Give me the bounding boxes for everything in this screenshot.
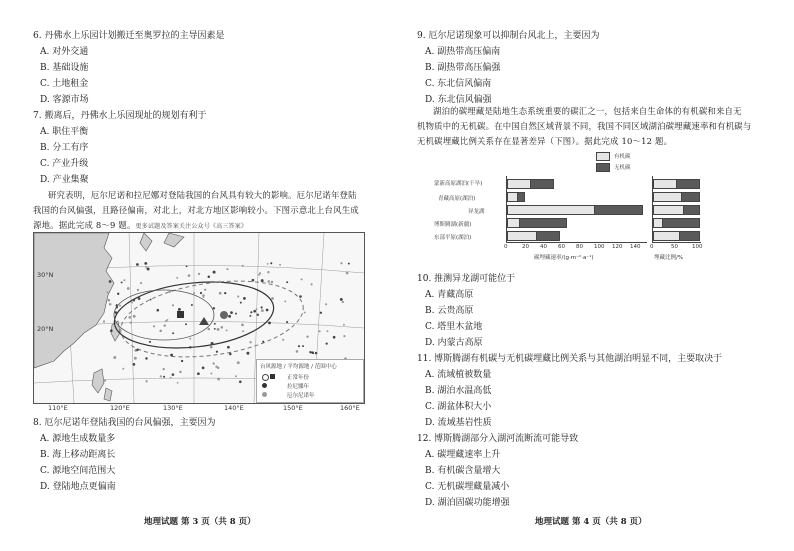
source-point bbox=[286, 281, 288, 283]
center-circle bbox=[220, 311, 228, 319]
source-point bbox=[266, 309, 269, 312]
q12-option-c: C. 无机碳埋藏量减小 bbox=[425, 482, 510, 492]
japan bbox=[164, 233, 184, 247]
source-point bbox=[270, 262, 272, 264]
source-point bbox=[140, 282, 142, 284]
source-point bbox=[115, 311, 118, 314]
source-point bbox=[320, 312, 322, 314]
source-point bbox=[253, 310, 256, 313]
source-point bbox=[214, 328, 216, 330]
source-point bbox=[172, 304, 174, 306]
ratio-axis-label: 埋藏比例/% bbox=[654, 255, 684, 261]
bar-3-inorganic bbox=[594, 205, 643, 215]
source-point bbox=[131, 301, 133, 303]
source-point bbox=[343, 335, 345, 337]
source-point bbox=[319, 330, 321, 332]
q8-option-d: D. 登陆地点更偏南 bbox=[40, 482, 116, 492]
source-point bbox=[193, 292, 195, 294]
source-point bbox=[121, 281, 123, 283]
q11-option-d: D. 流域基岩性质 bbox=[425, 418, 492, 428]
source-point bbox=[176, 277, 178, 279]
source-point bbox=[268, 321, 271, 324]
source-point bbox=[220, 326, 223, 329]
source-point bbox=[249, 315, 251, 317]
row-label-2: 青藏高原(湖泊) bbox=[438, 196, 476, 202]
source-point bbox=[286, 321, 288, 323]
source-point bbox=[228, 315, 231, 318]
mainland bbox=[34, 233, 114, 368]
rate-tick-140: 140 bbox=[630, 244, 641, 250]
right-page bbox=[397, 0, 794, 551]
intro-watermark: 更多试题及答案关注公众号《高三答案》 bbox=[135, 223, 248, 230]
q12-option-a: A. 碳埋藏速率上升 bbox=[425, 450, 501, 460]
source-point bbox=[213, 362, 215, 364]
typhoon-source-map bbox=[33, 232, 365, 404]
source-point bbox=[109, 303, 112, 306]
q9-option-b: B. 副热带高压偏强 bbox=[425, 63, 501, 73]
rate-tick-60: 60 bbox=[558, 244, 565, 250]
source-point bbox=[130, 321, 132, 323]
legend-organic-swatch bbox=[596, 152, 610, 161]
source-point bbox=[191, 304, 193, 306]
source-point bbox=[262, 341, 264, 343]
source-point bbox=[340, 262, 342, 264]
source-point bbox=[326, 342, 328, 344]
source-point bbox=[267, 280, 270, 283]
q9-option-a: A. 副热带高压偏南 bbox=[425, 47, 501, 57]
q6-stem: 6. 丹佛水上乐园计划搬迁至奥罗拉的主导因素是 bbox=[33, 31, 225, 41]
lon-label-130: 130°E bbox=[163, 404, 183, 412]
q9-option-d: D. 东北信风偏强 bbox=[425, 95, 492, 105]
source-point bbox=[243, 297, 246, 300]
q10-stem: 10. 推测异龙湖可能位于 bbox=[417, 274, 516, 284]
left-footer: 地理试题 第 3 页（共 8 页） bbox=[144, 517, 256, 527]
q6-option-c: C. 土地租金 bbox=[40, 79, 89, 89]
legend-circle-icon bbox=[262, 374, 269, 381]
bar-1-organic bbox=[507, 179, 531, 189]
source-point bbox=[235, 313, 237, 315]
source-point bbox=[113, 356, 116, 359]
lon-label-110: 110°E bbox=[48, 404, 68, 412]
source-point bbox=[325, 303, 327, 305]
philippines bbox=[92, 369, 104, 393]
map-legend bbox=[256, 359, 364, 403]
source-point bbox=[181, 360, 183, 362]
rate-tick-80: 80 bbox=[576, 244, 583, 250]
q7-option-a: A. 职住平衡 bbox=[40, 127, 89, 137]
source-point bbox=[137, 289, 139, 291]
source-point bbox=[136, 263, 139, 266]
lon-label-150: 150°E bbox=[283, 404, 303, 412]
source-point bbox=[123, 279, 125, 281]
source-point bbox=[217, 378, 220, 381]
source-point bbox=[250, 311, 252, 313]
source-point bbox=[150, 299, 152, 301]
source-point bbox=[204, 289, 206, 291]
source-point bbox=[172, 332, 174, 334]
source-point bbox=[133, 299, 135, 301]
source-point bbox=[310, 283, 312, 285]
range-ellipse-elnino bbox=[116, 271, 308, 368]
source-point bbox=[172, 373, 175, 376]
source-point bbox=[145, 267, 147, 269]
lon-label-140: 140°E bbox=[224, 404, 244, 412]
rate-tick-100: 100 bbox=[594, 244, 605, 250]
legend-organic-label: 有机碳 bbox=[614, 154, 631, 160]
source-point bbox=[241, 324, 244, 327]
source-point bbox=[133, 315, 136, 318]
source-point bbox=[213, 307, 215, 309]
source-point bbox=[242, 330, 244, 332]
source-point bbox=[145, 357, 147, 359]
source-point bbox=[156, 309, 159, 312]
source-point bbox=[200, 292, 202, 294]
source-point bbox=[242, 265, 244, 267]
source-point bbox=[197, 372, 200, 375]
source-point bbox=[116, 304, 118, 306]
q7-option-c: C. 产业升级 bbox=[40, 159, 89, 169]
legend-item-1: 正常年份 bbox=[287, 375, 310, 381]
bar-1-inorganic bbox=[530, 179, 554, 189]
rate-tick-20: 20 bbox=[522, 244, 529, 250]
q8-stem: 8. 厄尔尼诺年登陆我国的台风偏强，主要因为 bbox=[33, 418, 216, 428]
source-point bbox=[153, 325, 155, 327]
source-point bbox=[109, 280, 112, 283]
legend-item-2: 拉尼娜年 bbox=[287, 384, 310, 390]
q11-option-c: C. 湖盆体积大小 bbox=[425, 402, 492, 412]
source-point bbox=[237, 361, 240, 364]
lon-label-160: 160°E bbox=[340, 404, 360, 412]
legend-dot-icon bbox=[262, 383, 267, 388]
source-point bbox=[160, 375, 162, 377]
source-point bbox=[311, 351, 314, 354]
source-point bbox=[261, 306, 263, 308]
q7-option-b: B. 分工有序 bbox=[40, 143, 89, 153]
rate-tick-120: 120 bbox=[612, 244, 623, 250]
source-point bbox=[346, 272, 349, 275]
source-point bbox=[210, 346, 213, 349]
source-point bbox=[217, 328, 220, 331]
q7-option-d: D. 产业集聚 bbox=[40, 175, 89, 185]
source-point bbox=[298, 345, 300, 347]
source-point bbox=[226, 268, 228, 270]
source-point bbox=[249, 341, 251, 343]
q10-option-d: D. 内蒙古高原 bbox=[425, 338, 483, 348]
source-point bbox=[342, 301, 344, 303]
source-point bbox=[177, 382, 179, 384]
source-point bbox=[159, 330, 162, 333]
intro-line-2: 我国的台风偏强，且路径偏南，对北上，对北方地区影响较小。下图示意北上台风生成 bbox=[33, 205, 359, 215]
source-point bbox=[165, 320, 167, 322]
q8-option-b: B. 海上移动距离长 bbox=[40, 450, 116, 460]
source-point bbox=[186, 265, 188, 267]
right-footer: 地理试题 第 4 页（共 8 页） bbox=[535, 517, 647, 527]
source-point bbox=[237, 295, 239, 297]
source-point bbox=[315, 352, 317, 354]
source-point bbox=[128, 316, 131, 319]
source-point bbox=[106, 291, 108, 293]
source-point bbox=[219, 281, 221, 283]
bar-3-organic bbox=[507, 205, 595, 215]
source-point bbox=[216, 351, 218, 353]
row-label-4: 博斯腾湖(新疆) bbox=[434, 222, 472, 228]
bar-5-organic bbox=[507, 231, 537, 241]
source-point bbox=[333, 336, 336, 339]
source-point bbox=[189, 346, 191, 348]
source-point bbox=[169, 290, 172, 293]
source-point bbox=[257, 314, 259, 316]
rate-axis-label: 碳埋藏速率/(g·m⁻²·a⁻¹) bbox=[534, 255, 594, 261]
source-point bbox=[309, 351, 311, 353]
source-point bbox=[108, 299, 111, 302]
bar-5-inorganic bbox=[536, 231, 560, 241]
source-point bbox=[230, 311, 233, 314]
source-point bbox=[271, 281, 273, 283]
row-label-3: 异龙湖 bbox=[468, 209, 485, 215]
source-point bbox=[296, 350, 299, 353]
source-point bbox=[226, 329, 228, 331]
source-point bbox=[179, 371, 182, 374]
source-point bbox=[279, 264, 281, 266]
q11-option-b: B. 湖泊水温高低 bbox=[425, 386, 492, 396]
source-point bbox=[145, 380, 147, 382]
source-point bbox=[256, 308, 258, 310]
source-point bbox=[104, 379, 107, 382]
q10-option-b: B. 云贵高原 bbox=[425, 306, 474, 316]
source-point bbox=[103, 320, 105, 322]
source-point bbox=[185, 323, 187, 325]
source-point bbox=[229, 353, 232, 356]
korea bbox=[140, 233, 152, 251]
source-point bbox=[340, 298, 343, 301]
source-point bbox=[116, 306, 118, 308]
source-point bbox=[163, 324, 165, 326]
legend-square-icon bbox=[270, 374, 275, 379]
source-point bbox=[149, 341, 151, 343]
source-point bbox=[208, 328, 211, 331]
q10-option-c: C. 塔里木盆地 bbox=[425, 322, 483, 332]
intro-line-1: 研究表明，厄尔尼诺和拉尼娜对登陆我国的台风具有较大的影响。厄尔尼诺年登陆 bbox=[48, 190, 357, 200]
ratio-tick-0: 0 bbox=[650, 244, 654, 250]
source-point bbox=[227, 346, 230, 349]
source-point bbox=[202, 294, 205, 297]
ratio-panel bbox=[652, 176, 701, 243]
ratio-tick-100: 100 bbox=[692, 244, 703, 250]
source-point bbox=[239, 381, 242, 384]
bar-4-inorganic bbox=[519, 218, 567, 228]
source-point bbox=[134, 357, 137, 360]
legend-dot-gray-icon bbox=[262, 392, 267, 397]
source-point bbox=[147, 268, 150, 271]
source-point bbox=[122, 368, 124, 370]
source-point bbox=[327, 330, 329, 332]
q8-option-c: C. 源地空间范围大 bbox=[40, 466, 116, 476]
rate-tick-40: 40 bbox=[540, 244, 547, 250]
ratio-tick-50: 50 bbox=[671, 244, 678, 250]
source-point bbox=[258, 274, 260, 276]
source-point bbox=[267, 271, 269, 273]
source-point bbox=[224, 292, 226, 294]
source-point bbox=[261, 279, 264, 282]
source-point bbox=[119, 305, 121, 307]
source-point bbox=[163, 376, 165, 378]
row-label-5: 东部平原(湖泊) bbox=[434, 235, 472, 241]
center-triangle bbox=[199, 317, 209, 325]
source-point bbox=[208, 276, 211, 279]
carbon-burial-chart bbox=[434, 150, 724, 260]
source-point bbox=[170, 377, 172, 379]
q9-option-c: C. 东北信风偏南 bbox=[425, 79, 492, 89]
center-square bbox=[177, 311, 184, 318]
source-point bbox=[211, 342, 214, 345]
lat-label-30: 30°N bbox=[37, 271, 54, 279]
source-point bbox=[301, 278, 303, 280]
source-point bbox=[213, 271, 216, 274]
q7-stem: 7. 搬离后，丹佛水上乐园现址的规划有利于 bbox=[33, 111, 207, 121]
rate-panel bbox=[506, 176, 647, 243]
bar-2-inorganic bbox=[517, 192, 525, 202]
source-point bbox=[299, 295, 302, 298]
source-point bbox=[271, 297, 274, 300]
source-point bbox=[117, 293, 119, 295]
source-point bbox=[127, 287, 130, 290]
right-intro-line-1: 湖泊的碳埋藏是陆地生态系统重要的碳汇之一，包括来自生命体的有机碳和来自无 bbox=[433, 106, 742, 116]
lat-label-20: 20°N bbox=[37, 325, 54, 333]
source-point bbox=[240, 302, 242, 304]
source-point bbox=[306, 335, 308, 337]
lon-label-120: 120°E bbox=[110, 404, 130, 412]
source-point bbox=[178, 308, 181, 311]
q6-option-b: B. 基础设施 bbox=[40, 63, 89, 73]
legend-title: 台风源地 / 平均源地 / 范围中心 bbox=[260, 364, 337, 370]
legend-item-3: 厄尔尼诺年 bbox=[287, 393, 315, 399]
source-point bbox=[214, 323, 216, 325]
q11-stem: 11. 博斯腾湖有机碳与无机碳埋藏比例关系与其他湖泊明显不同，主要取决于 bbox=[417, 354, 723, 364]
source-point bbox=[133, 363, 136, 366]
source-point bbox=[198, 273, 200, 275]
legend-inorganic-label: 无机碳 bbox=[614, 165, 631, 171]
source-point bbox=[246, 352, 249, 355]
q10-option-a: A. 青藏高原 bbox=[425, 290, 474, 300]
source-point bbox=[267, 263, 269, 265]
source-point bbox=[261, 309, 264, 312]
row-label-1: 蒙新高原湖泊(干旱) bbox=[434, 181, 483, 187]
q6-option-a: A. 对外交通 bbox=[40, 47, 89, 57]
source-point bbox=[348, 263, 350, 265]
q6-option-d: D. 客源市场 bbox=[40, 95, 89, 105]
q8-option-a: A. 源地生成数量多 bbox=[40, 434, 116, 444]
source-point bbox=[282, 339, 284, 341]
range-ellipse-lanina bbox=[114, 290, 214, 340]
source-point bbox=[343, 324, 345, 326]
q12-option-d: D. 湖泊固碳功能增强 bbox=[425, 498, 510, 508]
source-point bbox=[110, 329, 113, 332]
intro-line-3: 源地。据此完成 8～9 题。更多试题及答案关注公众号《高三答案》 bbox=[33, 220, 248, 230]
source-point bbox=[189, 338, 191, 340]
source-point bbox=[210, 373, 212, 375]
q12-stem: 12. 博斯腾湖部分入湖河流断流可能导致 bbox=[417, 434, 579, 444]
source-point bbox=[219, 292, 222, 295]
right-intro-line-2: 机物质中的无机碳。在中国自然区域背景不同，我国不同区域湖泊碳埋藏速率和有机碳与 bbox=[417, 121, 752, 131]
legend-inorganic-swatch bbox=[596, 163, 610, 172]
source-point bbox=[235, 375, 237, 377]
source-point bbox=[215, 366, 217, 368]
source-point bbox=[284, 300, 286, 302]
source-point bbox=[252, 279, 255, 282]
source-point bbox=[304, 312, 306, 314]
q12-option-b: B. 有机碳含量增大 bbox=[425, 466, 501, 476]
rate-tick-0: 0 bbox=[504, 244, 508, 250]
source-point bbox=[302, 345, 304, 347]
source-point bbox=[136, 349, 139, 352]
source-point bbox=[202, 367, 205, 370]
q9-stem: 9. 厄尔尼诺现象可以抑制台风北上，主要因为 bbox=[417, 31, 600, 41]
source-point bbox=[144, 262, 147, 265]
source-point bbox=[170, 354, 173, 357]
source-point bbox=[138, 297, 141, 300]
source-point bbox=[188, 274, 191, 277]
source-point bbox=[163, 368, 165, 370]
right-intro-line-3: 无机碳埋藏比例关系存在显著差异（下图）。据此完成 10～12 题。 bbox=[417, 136, 673, 146]
q11-option-a: A. 流域植被数量 bbox=[425, 370, 492, 380]
